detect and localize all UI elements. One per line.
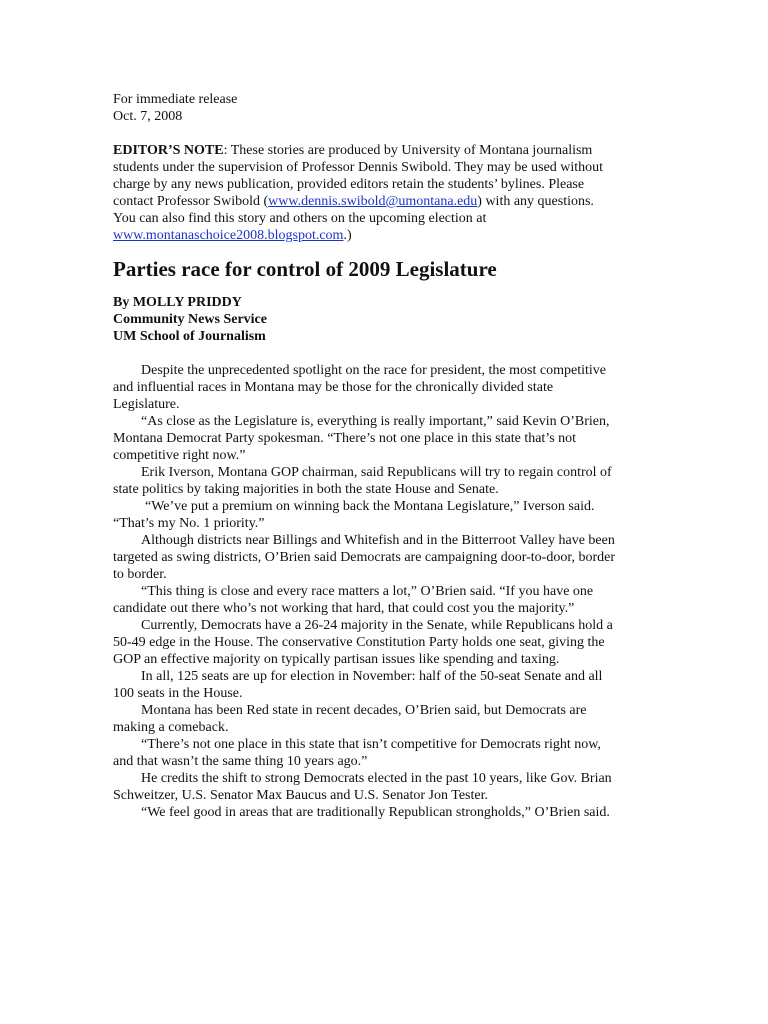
- article-body-line: and that wasn’t the same thing 10 years ago.”: [113, 754, 368, 769]
- article-body-line: Montana Democrat Party spokesman. “There’s not one place in this state that’s not: [113, 431, 577, 446]
- editors-note-text: .): [343, 228, 352, 243]
- article-body-line: Although districts near Billings and Whitefish and in the Bitterroot Valley have been: [141, 533, 615, 548]
- editors-note-label: EDITOR’S NOTE: [113, 143, 224, 158]
- article-body-line: “There’s not one place in this state that isn’t competitive for Democrats right now,: [141, 737, 601, 752]
- editors-note-text: You can also find this story and others on the upcoming election at: [113, 211, 487, 226]
- byline-author: By MOLLY PRIDDY: [113, 295, 242, 310]
- article-body-line: In all, 125 seats are up for election in November: half of the 50-seat Senate and all: [141, 669, 603, 684]
- article-body-line: targeted as swing districts, O’Brien said Democrats are campaigning door-to-door, border: [113, 550, 615, 565]
- byline-school: UM School of Journalism: [113, 329, 266, 344]
- article-body-line: candidate out there who’s not working that hard, that could cost you the majority.”: [113, 601, 575, 616]
- article-body-line: “We feel good in areas that are traditionally Republican strongholds,” O’Brien said.: [141, 805, 610, 820]
- article-body-line: GOP an effective majority on typically partisan issues like spending and taxing.: [113, 652, 560, 667]
- article-body-line: competitive right now.”: [113, 448, 246, 463]
- article-body-line: Currently, Democrats have a 26-24 majority in the Senate, while Republicans hold a: [141, 618, 613, 633]
- editors-note-text: : These stories are produced by University of Montana journalism: [223, 143, 593, 158]
- byline-service: Community News Service: [113, 312, 267, 327]
- article-body-line: “That’s my No. 1 priority.”: [113, 516, 265, 531]
- article-body-line: 50-49 edge in the House. The conservative Constitution Party holds one seat, giving the: [113, 635, 605, 650]
- editors-note-text: charge by any news publication, provided editors retain the students’ bylines. Please: [113, 177, 585, 192]
- spacer: [113, 125, 673, 142]
- editors-note-text: contact Professor Swibold (: [113, 194, 269, 209]
- release-label: For immediate release: [113, 92, 238, 107]
- article-headline: Parties race for control of 2009 Legislature: [113, 257, 497, 281]
- article-body-line: Schweitzer, U.S. Senator Max Baucus and U.S. Senator Jon Tester.: [113, 788, 488, 803]
- email-link[interactable]: www.dennis.swibold@umontana.edu: [268, 194, 478, 209]
- editors-note: [113, 142, 673, 244]
- article-body-line: to border.: [113, 567, 167, 582]
- article-body-line: and influential races in Montana may be those for the chronically divided state: [113, 380, 554, 395]
- blog-link[interactable]: www.montanaschoice2008.blogspot.com: [113, 228, 344, 243]
- document-page: [113, 91, 673, 821]
- article-body-line: Legislature.: [113, 397, 180, 412]
- article-body-line: Montana has been Red state in recent decades, O’Brien said, but Democrats are: [141, 703, 587, 718]
- article-body-line: 100 seats in the House.: [113, 686, 243, 701]
- article-body-line: Erik Iverson, Montana GOP chairman, said Republicans will try to regain control of: [141, 465, 612, 480]
- editors-note-text: ) with any questions.: [477, 194, 594, 209]
- article-body-line: “As close as the Legislature is, everything is really important,” said Kevin O’Brien,: [141, 414, 610, 429]
- article-body-line: state politics by taking majorities in both the state House and Senate.: [113, 482, 499, 497]
- spacer: [113, 282, 673, 294]
- article-body-line: “We’ve put a premium on winning back the Montana Legislature,” Iverson said.: [145, 499, 595, 514]
- article-body-line: “This thing is close and every race matters a lot,” O’Brien said. “If you have one: [141, 584, 594, 599]
- article-body: [113, 362, 673, 821]
- article-body-line: He credits the shift to strong Democrats elected in the past 10 years, like Gov. Brian: [141, 771, 612, 786]
- spacer: [113, 244, 673, 256]
- article-body-line: Despite the unprecedented spotlight on the race for president, the most competitive: [141, 363, 606, 378]
- release-date: Oct. 7, 2008: [113, 109, 183, 124]
- editors-note-text: students under the supervision of Professor Dennis Swibold. They may be used without: [113, 160, 604, 175]
- article-body-line: making a comeback.: [113, 720, 229, 735]
- spacer: [113, 345, 673, 362]
